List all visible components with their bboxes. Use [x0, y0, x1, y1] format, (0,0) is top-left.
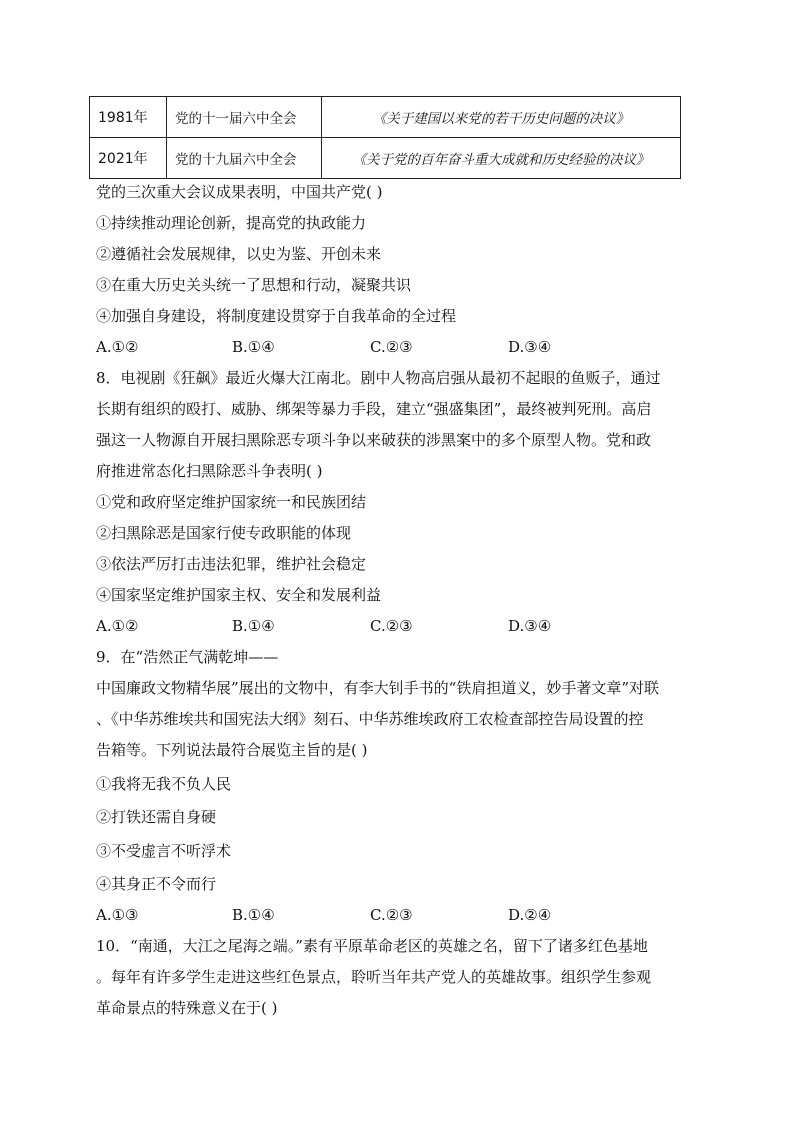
q8-line-3: 强这一人物源自开展扫黑除恶专项斗争以来破获的涉黑案中的多个原型人物。党和政	[96, 431, 652, 449]
table-cell-year: 1981年	[90, 97, 167, 138]
q10-line-1: 10．“南通，大江之尾海之端。”素有平原革命老区的英雄之名，留下了诸多红色基地	[96, 937, 648, 955]
q9-item-3: ③不受虚言不听浮术	[96, 842, 232, 860]
q9-option-a[interactable]: A.①③	[96, 906, 139, 924]
resolutions-table	[89, 96, 681, 179]
q8-option-c[interactable]: C.②③	[370, 617, 413, 635]
q9-item-4: ④其身正不令而行	[96, 875, 217, 893]
q10-line-2: 。每年有许多学生走进这些红色景点，聆听当年共产党人的英雄故事。组织学生参观	[96, 968, 652, 986]
q7-item-1: ①持续推动理论创新，提高党的执政能力	[96, 214, 367, 232]
table-cell-document: 《关于党的百年奋斗重大成就和历史经验的决议》	[322, 138, 681, 179]
q9-option-d[interactable]: D.②④	[508, 906, 552, 924]
q8-option-b[interactable]: B.①④	[232, 617, 275, 635]
table-row	[90, 97, 681, 138]
q8-item-3: ③依法严厉打击违法犯罪，维护社会稳定	[96, 555, 367, 573]
q7-option-d[interactable]: D.③④	[508, 338, 552, 356]
q8-options	[96, 616, 700, 636]
table-cell-year: 2021年	[90, 138, 167, 179]
q8-option-d[interactable]: D.③④	[508, 617, 552, 635]
q9-options	[96, 905, 700, 925]
table-cell-document: 《关于建国以来党的若干历史问题的决议》	[322, 97, 681, 138]
q9-item-1: ①我将无我不负人民	[96, 775, 232, 793]
q9-item-2: ②打铁还需自身硬	[96, 808, 217, 826]
q7-item-2: ②遵循社会发展规律，以史为鉴、开创未来	[96, 245, 382, 263]
q8-line-2: 长期有组织的殴打、威胁、绑架等暴力手段，建立“强盛集团”，最终被判死刑。高启	[96, 400, 652, 418]
q8-item-1: ①党和政府坚定维护国家统一和民族团结	[96, 493, 367, 511]
q8-line-4: 府推进常态化扫黑除恶斗争表明( )	[96, 462, 323, 480]
q10-line-3: 革命景点的特殊意义在于( )	[96, 999, 278, 1017]
q9-line-4: 告箱等。下列说法最符合展览主旨的是( )	[96, 741, 368, 759]
q7-stem: 党的三次重大会议成果表明，中国共产党( )	[96, 183, 383, 201]
q7-item-4: ④加强自身建设，将制度建设贯穿于自我革命的全过程	[96, 307, 457, 325]
q7-option-c[interactable]: C.②③	[370, 338, 413, 356]
q8-line-1: 8．电视剧《狂飙》最近火爆大江南北。剧中人物高启强从最初不起眼的鱼贩子，通过	[96, 369, 661, 387]
q7-option-a[interactable]: A.①②	[96, 338, 139, 356]
q7-options	[96, 337, 700, 357]
q9-line-1: 9．在“浩然正气满乾坤——	[96, 648, 279, 666]
q9-line-2: 中国廉政文物精华展”展出的文物中，有李大钊手书的“铁肩担道义，妙手著文章”对联	[96, 679, 660, 697]
q9-line-3: 、《中华苏维埃共和国宪法大纲》刻石、中华苏维埃政府工农检查部控告局设置的控	[96, 710, 644, 728]
table-cell-meeting: 党的十九届六中全会	[167, 138, 322, 179]
table-cell-meeting: 党的十一届六中全会	[167, 97, 322, 138]
q8-option-a[interactable]: A.①②	[96, 617, 139, 635]
q8-item-2: ②扫黑除恶是国家行使专政职能的体现	[96, 524, 352, 542]
q8-item-4: ④国家坚定维护国家主权、安全和发展利益	[96, 586, 382, 604]
q9-option-c[interactable]: C.②③	[370, 906, 413, 924]
q7-option-b[interactable]: B.①④	[232, 338, 275, 356]
q7-item-3: ③在重大历史关头统一了思想和行动，凝聚共识	[96, 276, 412, 294]
table-row	[90, 138, 681, 179]
q9-option-b[interactable]: B.①④	[232, 906, 275, 924]
